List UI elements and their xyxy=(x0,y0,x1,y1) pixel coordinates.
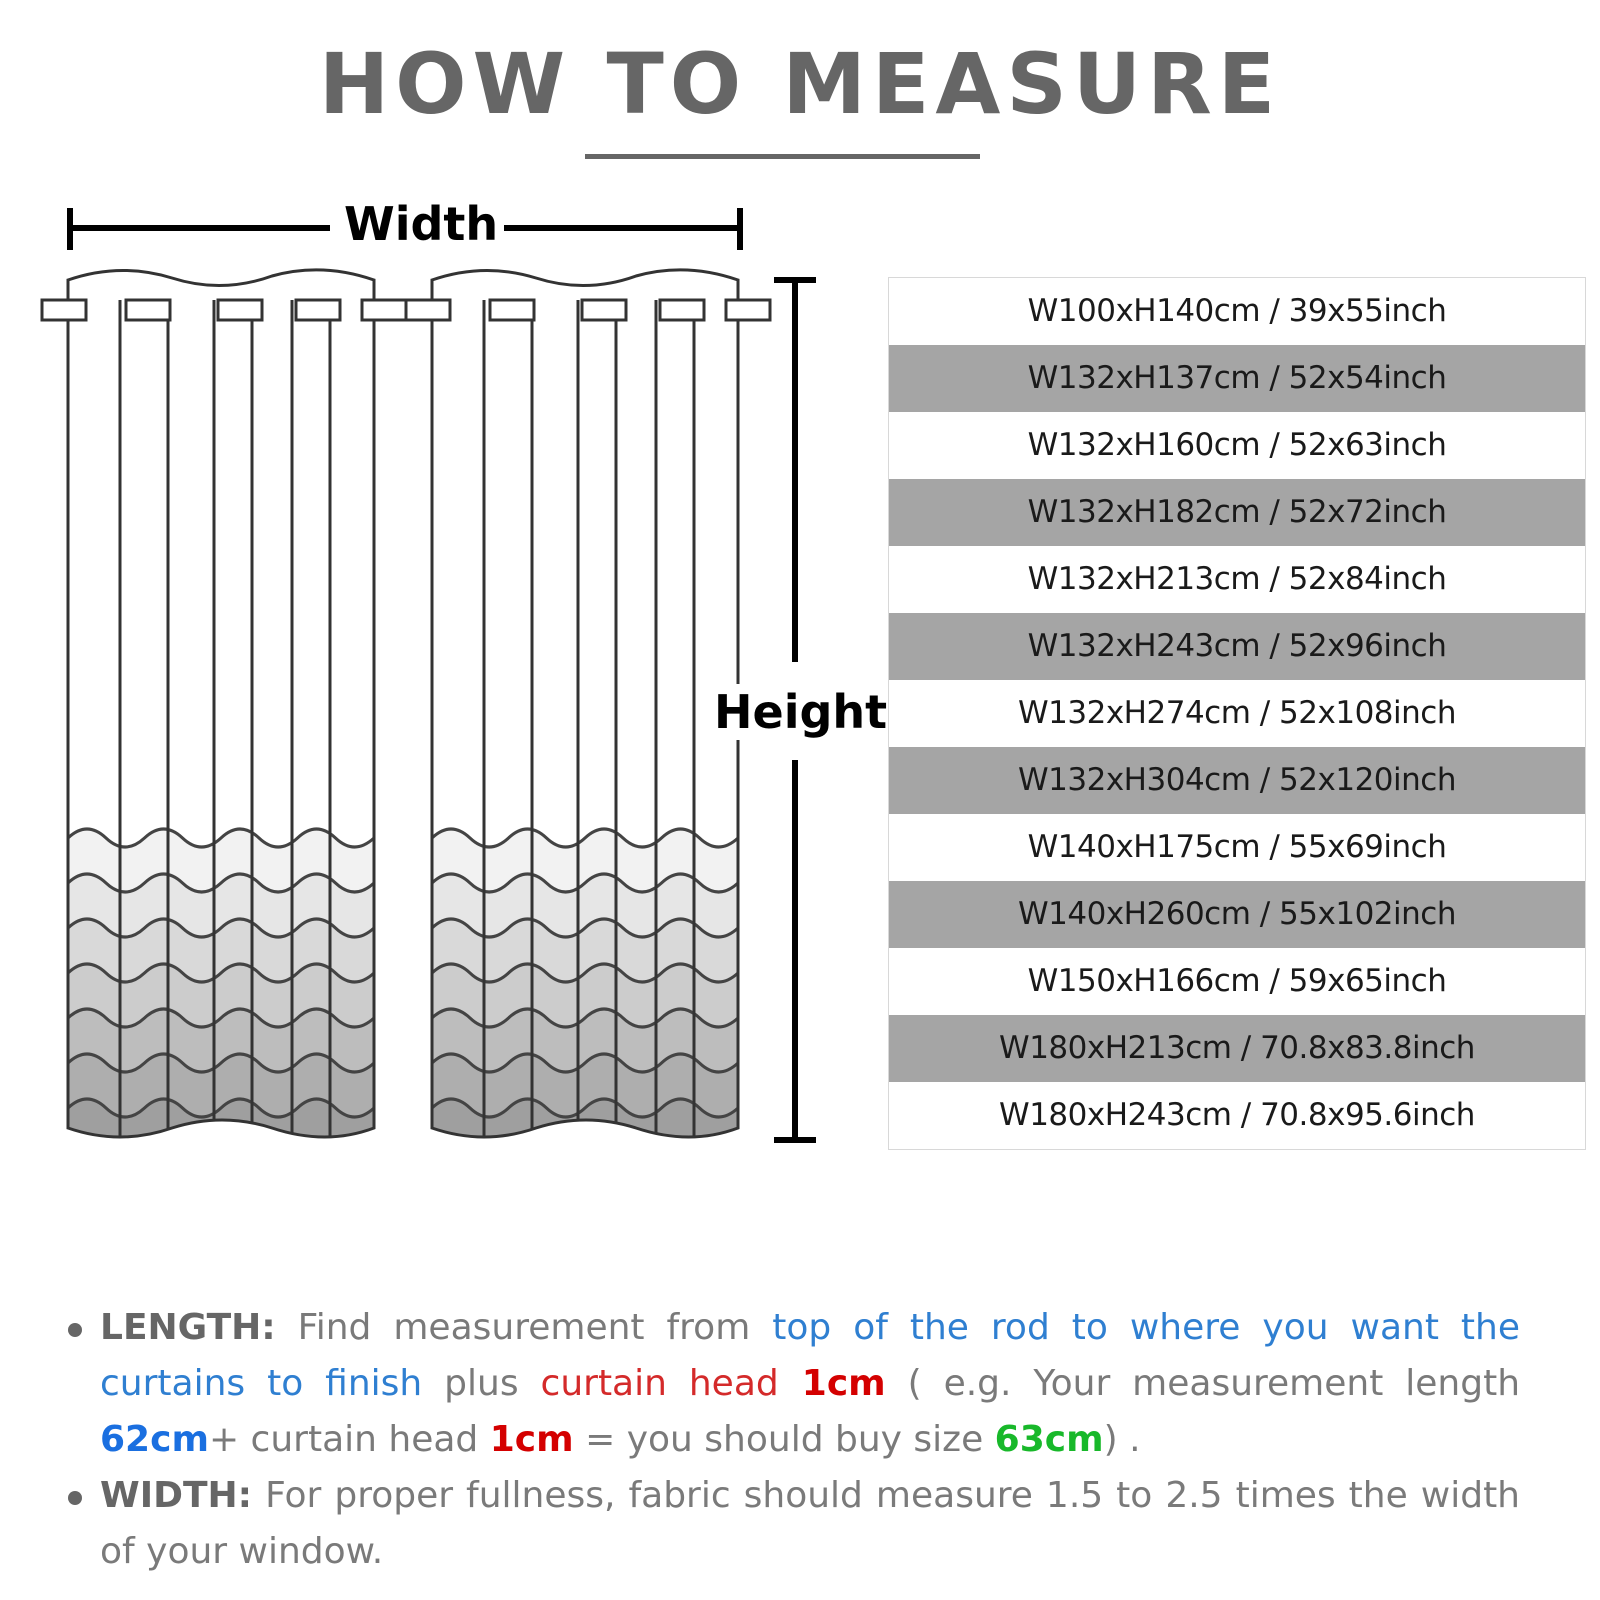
head-size-value: 1cm xyxy=(778,1363,886,1404)
curtain-diagram xyxy=(0,180,870,1160)
size-row: W180xH213cm / 70.8x83.8inch xyxy=(889,1015,1585,1082)
length-plus-text: plus xyxy=(422,1363,541,1404)
curtain-head-text: curtain head xyxy=(540,1363,779,1404)
length-rod-text: top of the rod to where you want the curtains to finish xyxy=(100,1307,1520,1404)
size-row: W132xH304cm / 52x120inch xyxy=(889,747,1585,814)
size-row: W140xH175cm / 55x69inch xyxy=(889,814,1585,881)
title-underline xyxy=(585,154,980,159)
height-label: Height xyxy=(714,685,888,739)
example-text: ( e.g. Your measurement length xyxy=(885,1363,1521,1404)
width-note xyxy=(60,1468,1520,1580)
width-note-label: WIDTH: xyxy=(100,1475,253,1516)
example-head-value: 1cm xyxy=(489,1419,574,1460)
length-note xyxy=(60,1300,1520,1468)
size-row: W132xH160cm / 52x63inch xyxy=(889,412,1585,479)
length-text: Find measurement from xyxy=(275,1307,773,1348)
size-row: W100xH140cm / 39x55inch xyxy=(889,278,1585,345)
size-row: W132xH137cm / 52x54inch xyxy=(889,345,1585,412)
size-table xyxy=(888,277,1586,1150)
measure-notes xyxy=(60,1300,1520,1580)
buy-size-value: 63cm xyxy=(994,1419,1104,1460)
measurement-value: 62cm xyxy=(100,1419,209,1460)
size-row: W132xH243cm / 52x96inch xyxy=(889,613,1585,680)
size-row: W140xH260cm / 55x102inch xyxy=(889,881,1585,948)
size-row: W180xH243cm / 70.8x95.6inch xyxy=(889,1082,1585,1149)
width-note-text: For proper fullness, fabric should measure 1.5 to 2.5 times the width of your window. xyxy=(100,1475,1520,1572)
size-row: W132xH274cm / 52x108inch xyxy=(889,680,1585,747)
left-curtain xyxy=(42,250,406,1160)
size-row: W132xH182cm / 52x72inch xyxy=(889,479,1585,546)
width-label: Width xyxy=(338,196,504,252)
buy-size-text: = you should buy size xyxy=(573,1419,995,1460)
page-title: HOW TO MEASURE xyxy=(318,35,1282,133)
size-row: W132xH213cm / 52x84inch xyxy=(889,546,1585,613)
length-label: LENGTH: xyxy=(100,1307,276,1348)
example-close-text: ) . xyxy=(1103,1419,1141,1460)
size-row: W150xH166cm / 59x65inch xyxy=(889,948,1585,1015)
example-head-text: + curtain head xyxy=(208,1419,490,1460)
